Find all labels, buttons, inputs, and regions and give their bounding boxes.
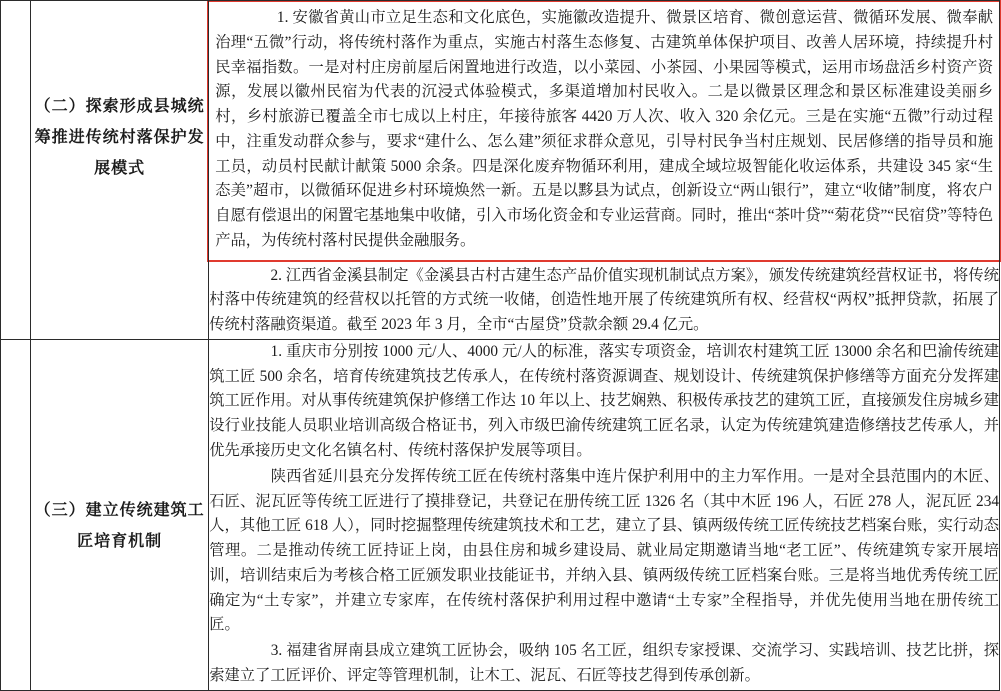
body-paragraph: 2. 江西省金溪县制定《金溪县古村古建生态产品价值实现机制试点方案》，颁发传统建筑经营权证书，将传统村落中传统建筑的经营权以托管的方式统一收储，创造性地开展了传统建筑所有权、经营权“两权”抵押贷款，拓展了传统村落融资渠道。截至 2023 年 3 月，全市“古屋贷”贷款余额 29.4 亿元。 [209,266,999,334]
highlighted-paragraph: 1. 安徽省黄山市立足生态和文化底色，实施徽改造提升、微景区培育、微创意运营、微循环发展、微奉献治理“五微”行动，将传统村落作为重点，实施古村落生态修复、古建筑单体保护项目、改善人居环境，持续提升村民幸福指数。一是对村庄房前屋后闲置地进行改造，以小菜园、小茶园、小果园等模式，运用市场盘活乡村资产资源，发展以徽州民宿为代表的沉浸式体验模式，多渠道增加村民收入。二是以微景区理念和景区标准建设美丽乡村，乡村旅游已覆盖全市七成以上村庄，年接待旅客 4420 万人次、收入 320 余亿元。三是在实施“五微”行动过程中，注重发动群众参与，要求“建什么、怎么建”须征求群众意见，引导村民争当村庄规划、民居修缮的指导员和施工员，动员村民献计献策 5000 余条。四是深化废弃物循环利用，建成全域垃圾智能化收运体系，共建设 345 家“生态美”超市，以微循环促进乡村环境焕然一新。五是以黟县为试点，创新设立“两山银行”，建立“收储”制度，将农户自愿有偿退出的闲置宅基地集中收储，引入市场化资金和专业运营商。同时，推出“茶叶贷”“菊花贷”“民宿贷”等特色产品，为传统村落村民提供金融服务。 [215,9,993,249]
row-label-cell [31,339,209,690]
row-label-cell [31,1,209,340]
row-label-text: （三）建立传统建筑工匠培育机制 [34,501,205,551]
row-label-text: （二）探索形成县城统筹推进传统村落保护发展模式 [34,98,205,178]
row-gutter-cell [1,339,31,690]
table-row [1,339,1000,690]
body-paragraph: 陕西省延川县充分发挥传统工匠在传统村落集中连片保护利用中的主力军作用。一是对全县范围内的木匠、石匠、泥瓦匠等传统工匠进行了摸排登记，共登记在册传统工匠 1326 名（其中木匠 196 人，石匠 278 人，泥瓦匠 234 人，其他工匠 618 人），同时挖掘整理传统建筑技术和工艺，建立了县、镇两级传统工匠传统技艺档案台账，实行动态管理。二是推动传统工匠持证上岗，由县住房和城乡建设局、就业局定期邀请当地“老工匠”、传统建筑专家开展培训，培训结束后为考核合格工匠颁发职业技能证书，并纳入县、镇两级传统工匠档案台账。三是将当地优秀传统工匠确定为“土专家”，并建立专家库，在传统村落保护利用过程中邀请“土专家”全程指导，并优先使用当地在册传统工匠。 [209,467,999,634]
table-row [1,1,1000,340]
row-body-cell [209,339,1000,690]
row-gutter-cell [1,1,31,340]
body-paragraph: 1. 重庆市分别按 1000 元/人、4000 元/人的标准，落实专项资金，培训农村建筑工匠 13000 余名和巴渝传统建筑工匠 500 余名，培育传统建筑技艺传承人，在传统村落资源调查、规划设计、传统建筑保护修缮等方面充分发挥建筑工匠作用。对从事传统建筑保护修缮工作达 10 年以上、技艺娴熟、积极传承技艺的建筑工匠，直接颁发住房城乡建设行业技能人员职业培训高级合格证书，列入市级巴渝传统建筑工匠名录，认定为传统建筑建造修缮技艺传承人，并优先承接历史文化名镇名村、传统村落保护发展等项目。 [209,342,999,460]
row-body-cell [209,1,1000,340]
body-paragraph: 3. 福建省屏南县成立建筑工匠协会，吸纳 105 名工匠，组织专家授课、交流学习、实践培训、技艺比拼，探索建立了工匠评价、评定等管理机制，让木工、泥瓦、石匠等技艺得到传承创新。 [209,642,999,684]
highlighted-paragraph-box [207,0,1001,262]
